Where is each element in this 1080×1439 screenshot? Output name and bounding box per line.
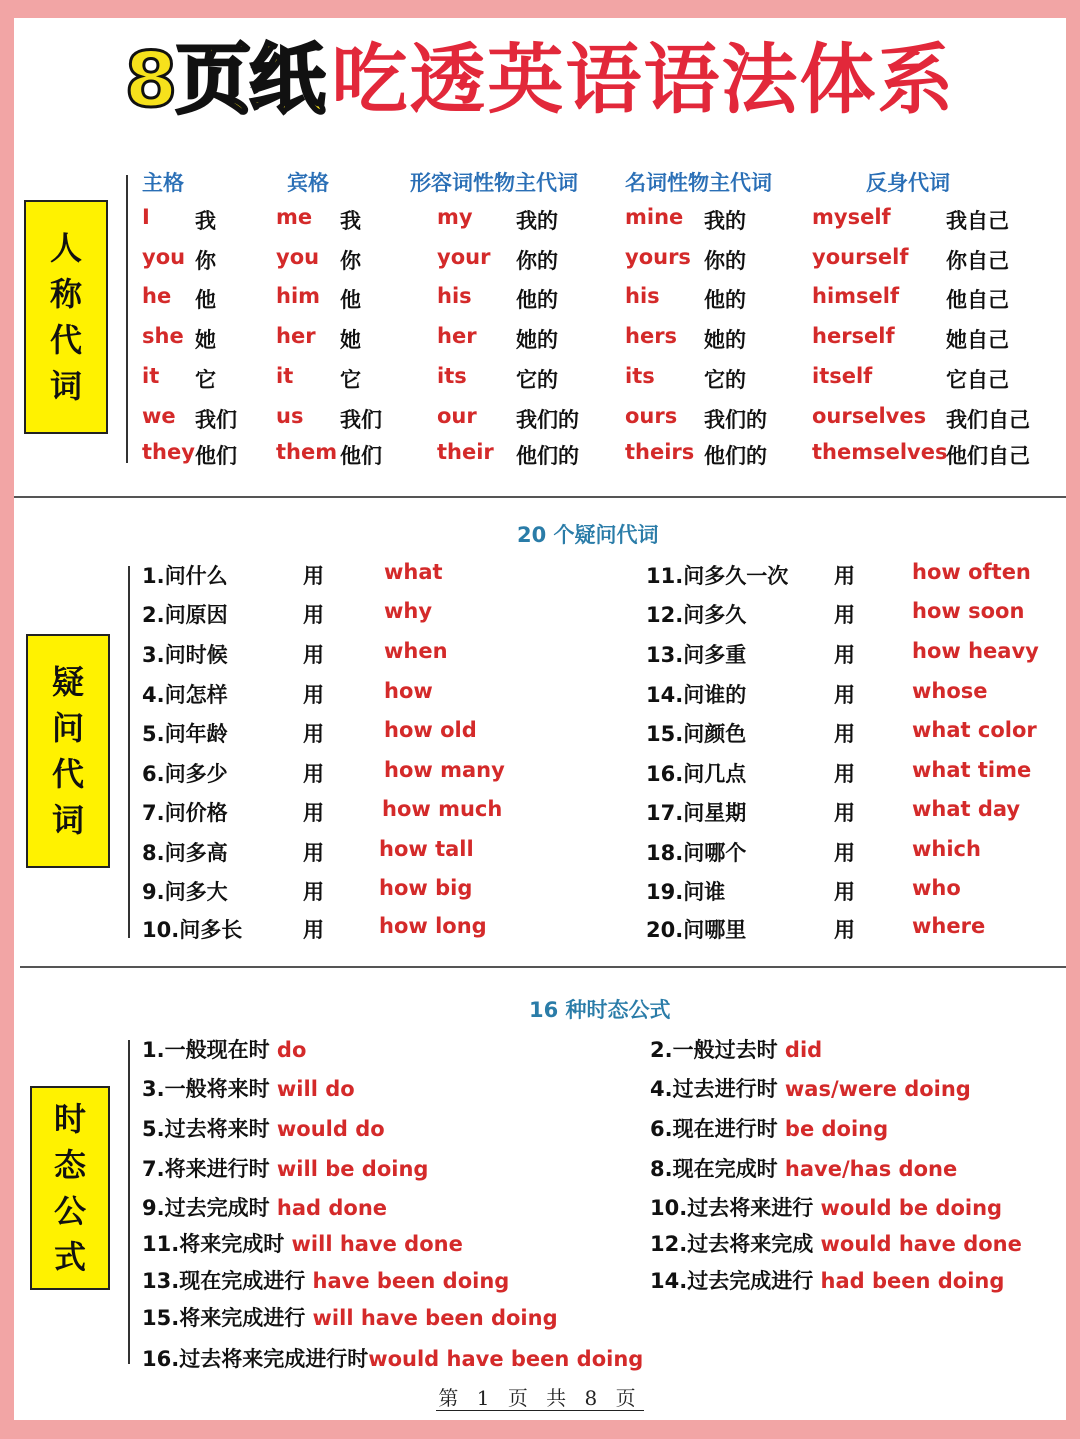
pronoun-chinese: 他的 [516,288,558,312]
section-divider [20,966,1066,968]
question-word: what time [912,758,1032,782]
tense-row [650,1034,822,1064]
pronoun-column-header: 形容词性物主代词 [410,171,578,195]
question-word: when [384,639,448,663]
tense-formula: would do [276,1117,385,1141]
tense-name: 3.一般将来时 [142,1077,277,1101]
tense-formula: have been doing [312,1269,510,1293]
question-use: 用 [834,762,855,786]
pronoun-english: it [142,364,160,388]
pronoun-chinese: 你自己 [946,249,1009,273]
pronoun-english: she [142,324,184,348]
question-word: what color [912,718,1037,742]
tense-row [650,1265,1004,1295]
question-word: how often [912,560,1031,584]
pronoun-english: them [276,440,338,464]
interrogative-side-label [26,634,110,868]
pronoun-english: her [276,324,316,348]
question-use: 用 [834,683,855,707]
tense-formula: would have been doing [368,1347,644,1371]
question-use: 用 [303,722,324,746]
tense-row [142,1034,306,1064]
pronoun-chinese: 他们的 [516,444,579,468]
question-word: how much [382,797,503,821]
pronoun-english: yours [625,245,691,269]
pronoun-english: his [437,284,472,308]
question-word: how heavy [912,639,1039,663]
question-use: 用 [834,722,855,746]
pronoun-chinese: 他 [195,288,216,312]
question-use: 用 [834,841,855,865]
question-chinese: 7.问价格 [142,801,228,825]
tense-name: 1.一般现在时 [142,1038,277,1062]
question-word: how many [384,758,505,782]
tense-formula: be doing [784,1117,889,1141]
pronoun-english: he [142,284,172,308]
question-word: how long [379,914,487,938]
pronoun-english: I [142,205,150,229]
question-word: how old [384,718,477,742]
pronoun-english: yourself [812,245,909,269]
pronoun-chinese: 他 [340,288,361,312]
question-use: 用 [303,643,324,667]
tense-formula: will do [276,1077,355,1101]
side-label-char: 公 [53,1192,86,1230]
tense-name: 6.现在进行时 [650,1117,785,1141]
pronoun-english: itself [812,364,873,388]
tense-formula: will be doing [276,1157,429,1181]
pronoun-english: mine [625,205,684,229]
pronoun-english: your [437,245,491,269]
question-word: whose [912,679,988,703]
pronoun-chinese: 我 [340,209,361,233]
pronoun-chinese: 他自己 [946,288,1009,312]
question-use: 用 [834,918,855,942]
pronoun-column-header: 名词性物主代词 [625,171,772,195]
question-chinese: 15.问颜色 [646,722,747,746]
pronoun-english: him [276,284,321,308]
pronoun-chinese: 她 [195,328,216,352]
question-use: 用 [303,762,324,786]
section-divider [14,496,1066,498]
tense-formula: will have done [291,1232,463,1256]
pronoun-chinese: 你 [195,249,216,273]
question-use: 用 [303,683,324,707]
tense-row [650,1073,971,1103]
pronoun-english: her [437,324,477,348]
question-word: how soon [912,599,1025,623]
side-label-char: 时 [53,1100,86,1138]
page-footer [0,1382,1080,1411]
tense-name: 15.将来完成进行 [142,1306,313,1330]
tense-row [650,1153,957,1183]
tense-formula: would have done [820,1232,1022,1256]
pronoun-chinese: 我自己 [946,209,1009,233]
tense-row [650,1113,888,1143]
pronoun-chinese: 我们 [340,408,382,432]
tense-formula: did [784,1038,823,1062]
question-chinese: 18.问哪个 [646,841,747,865]
side-label-char: 词 [51,801,84,839]
pronoun-chinese: 我们的 [516,408,579,432]
tense-row [142,1302,558,1332]
side-label-char: 词 [49,367,82,405]
question-chinese: 5.问年龄 [142,722,228,746]
tense-row [142,1153,428,1183]
question-use: 用 [834,801,855,825]
question-chinese: 9.问多大 [142,880,228,904]
pronoun-english: us [276,404,304,428]
pronoun-english: myself [812,205,891,229]
tense-row [142,1192,387,1222]
pronoun-chinese: 它 [195,368,216,392]
tense-formula: had been doing [820,1269,1005,1293]
pronoun-chinese: 你 [340,249,361,273]
tense-row [142,1073,355,1103]
pronoun-chinese: 她 [340,328,361,352]
question-use: 用 [834,643,855,667]
tense-formula: do [276,1038,307,1062]
question-use: 用 [303,880,324,904]
pronoun-english: its [625,364,655,388]
tense-formula: would be doing [820,1196,1003,1220]
question-word: how [384,679,433,703]
pronoun-chinese: 我的 [704,209,746,233]
pronoun-chinese: 我们 [195,408,237,432]
question-use: 用 [834,880,855,904]
side-label-char: 态 [53,1146,86,1184]
page-title [0,30,1080,140]
question-chinese: 12.问多久 [646,603,747,627]
pronoun-english: themselves [812,440,948,464]
question-chinese: 2.问原因 [142,603,228,627]
question-word: how tall [379,837,474,861]
question-word: how big [379,876,473,900]
tense-row [142,1265,509,1295]
side-label-char: 称 [49,275,82,313]
brace-line [128,566,130,938]
pronoun-chinese: 我们自己 [946,408,1030,432]
pronoun-chinese: 我们的 [704,408,767,432]
tense-name: 8.现在完成时 [650,1157,785,1181]
pronoun-chinese: 她的 [516,328,558,352]
question-chinese: 1.问什么 [142,564,228,588]
pronoun-chinese: 她自己 [946,328,1009,352]
tense-row [142,1228,463,1258]
pronoun-chinese: 它自己 [946,368,1009,392]
pronoun-english: it [276,364,294,388]
side-label-char: 人 [49,229,82,267]
question-chinese: 16.问几点 [646,762,747,786]
tense-name: 11.将来完成时 [142,1232,292,1256]
tense-name: 9.过去完成时 [142,1196,277,1220]
pronoun-chinese: 他们 [340,444,382,468]
tense-name: 4.过去进行时 [650,1077,785,1101]
question-use: 用 [303,841,324,865]
pronoun-english: herself [812,324,895,348]
pronoun-english: me [276,205,313,229]
tense-formula: had done [276,1196,388,1220]
pronoun-english: theirs [625,440,695,464]
tense-name: 13.现在完成进行 [142,1269,313,1293]
tense-name: 2.一般过去时 [650,1038,785,1062]
side-label-char: 代 [51,755,84,793]
pronoun-english: himself [812,284,900,308]
page-number: 第 1 页 共 8 页 [438,1386,642,1410]
title-part2: 吃透英语语法体系 [331,35,956,124]
question-chinese: 14.问谁的 [646,683,747,707]
question-chinese: 17.问星期 [646,801,747,825]
pronoun-chinese: 它的 [704,368,746,392]
pronoun-chinese: 他们 [195,444,237,468]
pronoun-chinese: 你的 [704,249,746,273]
pronoun-column-header: 主格 [142,171,184,195]
pronoun-chinese: 他们的 [704,444,767,468]
pronoun-english: hers [625,324,678,348]
side-label-char: 问 [51,709,84,747]
question-word: where [912,914,986,938]
pronoun-column-header: 宾格 [287,171,329,195]
question-chinese: 20.问哪里 [646,918,747,942]
question-word: what [384,560,443,584]
question-chinese: 3.问时候 [142,643,228,667]
title-part1: 8页纸 [124,35,324,124]
tense-name: 10.过去将来进行 [650,1196,821,1220]
question-use: 用 [303,801,324,825]
pronoun-chinese: 我 [195,209,216,233]
question-chinese: 19.问谁 [646,880,726,904]
question-use: 用 [834,564,855,588]
pronoun-chinese: 它 [340,368,361,392]
brace-line [126,175,128,463]
pronoun-english: you [276,245,320,269]
tense-row [142,1113,385,1143]
side-label-char: 疑 [51,663,84,701]
pronoun-chinese: 我的 [516,209,558,233]
pronoun-chinese: 他的 [704,288,746,312]
pronoun-english: ours [625,404,678,428]
question-use: 用 [303,918,324,942]
pronoun-english: his [625,284,660,308]
interrogative-title: 20 个疑问代词 [517,523,659,547]
question-chinese: 8.问多高 [142,841,228,865]
tense-formula: will have been doing [312,1306,558,1330]
tense-row [650,1192,1002,1222]
tense-title: 16 种时态公式 [529,998,671,1022]
tense-name: 12.过去将来完成 [650,1232,821,1256]
pronoun-english: they [142,440,195,464]
tense-row [142,1343,643,1373]
question-word: who [912,876,961,900]
brace-line [128,1040,130,1364]
question-chinese: 4.问怎样 [142,683,228,707]
side-label-char: 代 [49,321,82,359]
tense-side-label [30,1086,110,1290]
question-chinese: 13.问多重 [646,643,747,667]
tense-name: 7.将来进行时 [142,1157,277,1181]
tense-row [650,1228,1022,1258]
question-use: 用 [303,564,324,588]
pronoun-chinese: 他们自己 [946,444,1030,468]
tense-name: 5.过去将来时 [142,1117,277,1141]
tense-formula: was/were doing [784,1077,971,1101]
pronoun-english: you [142,245,186,269]
pronoun-side-label [24,200,108,434]
pronoun-english: we [142,404,176,428]
question-use: 用 [303,603,324,627]
pronoun-chinese: 她的 [704,328,746,352]
question-word: which [912,837,981,861]
question-chinese: 10.问多长 [142,918,243,942]
pronoun-english: its [437,364,467,388]
question-chinese: 6.问多少 [142,762,228,786]
question-word: what day [912,797,1021,821]
side-label-char: 式 [53,1238,86,1276]
question-chinese: 11.问多久一次 [646,564,789,588]
pronoun-chinese: 你的 [516,249,558,273]
pronoun-english: their [437,440,494,464]
question-use: 用 [834,603,855,627]
pronoun-chinese: 它的 [516,368,558,392]
pronoun-english: our [437,404,477,428]
question-word: why [384,599,433,623]
tense-name: 14.过去完成进行 [650,1269,821,1293]
pronoun-column-header: 反身代词 [866,171,950,195]
tense-name: 16.过去将来完成进行时 [142,1347,369,1371]
pronoun-english: my [437,205,473,229]
tense-formula: have/has done [784,1157,958,1181]
pronoun-english: ourselves [812,404,927,428]
